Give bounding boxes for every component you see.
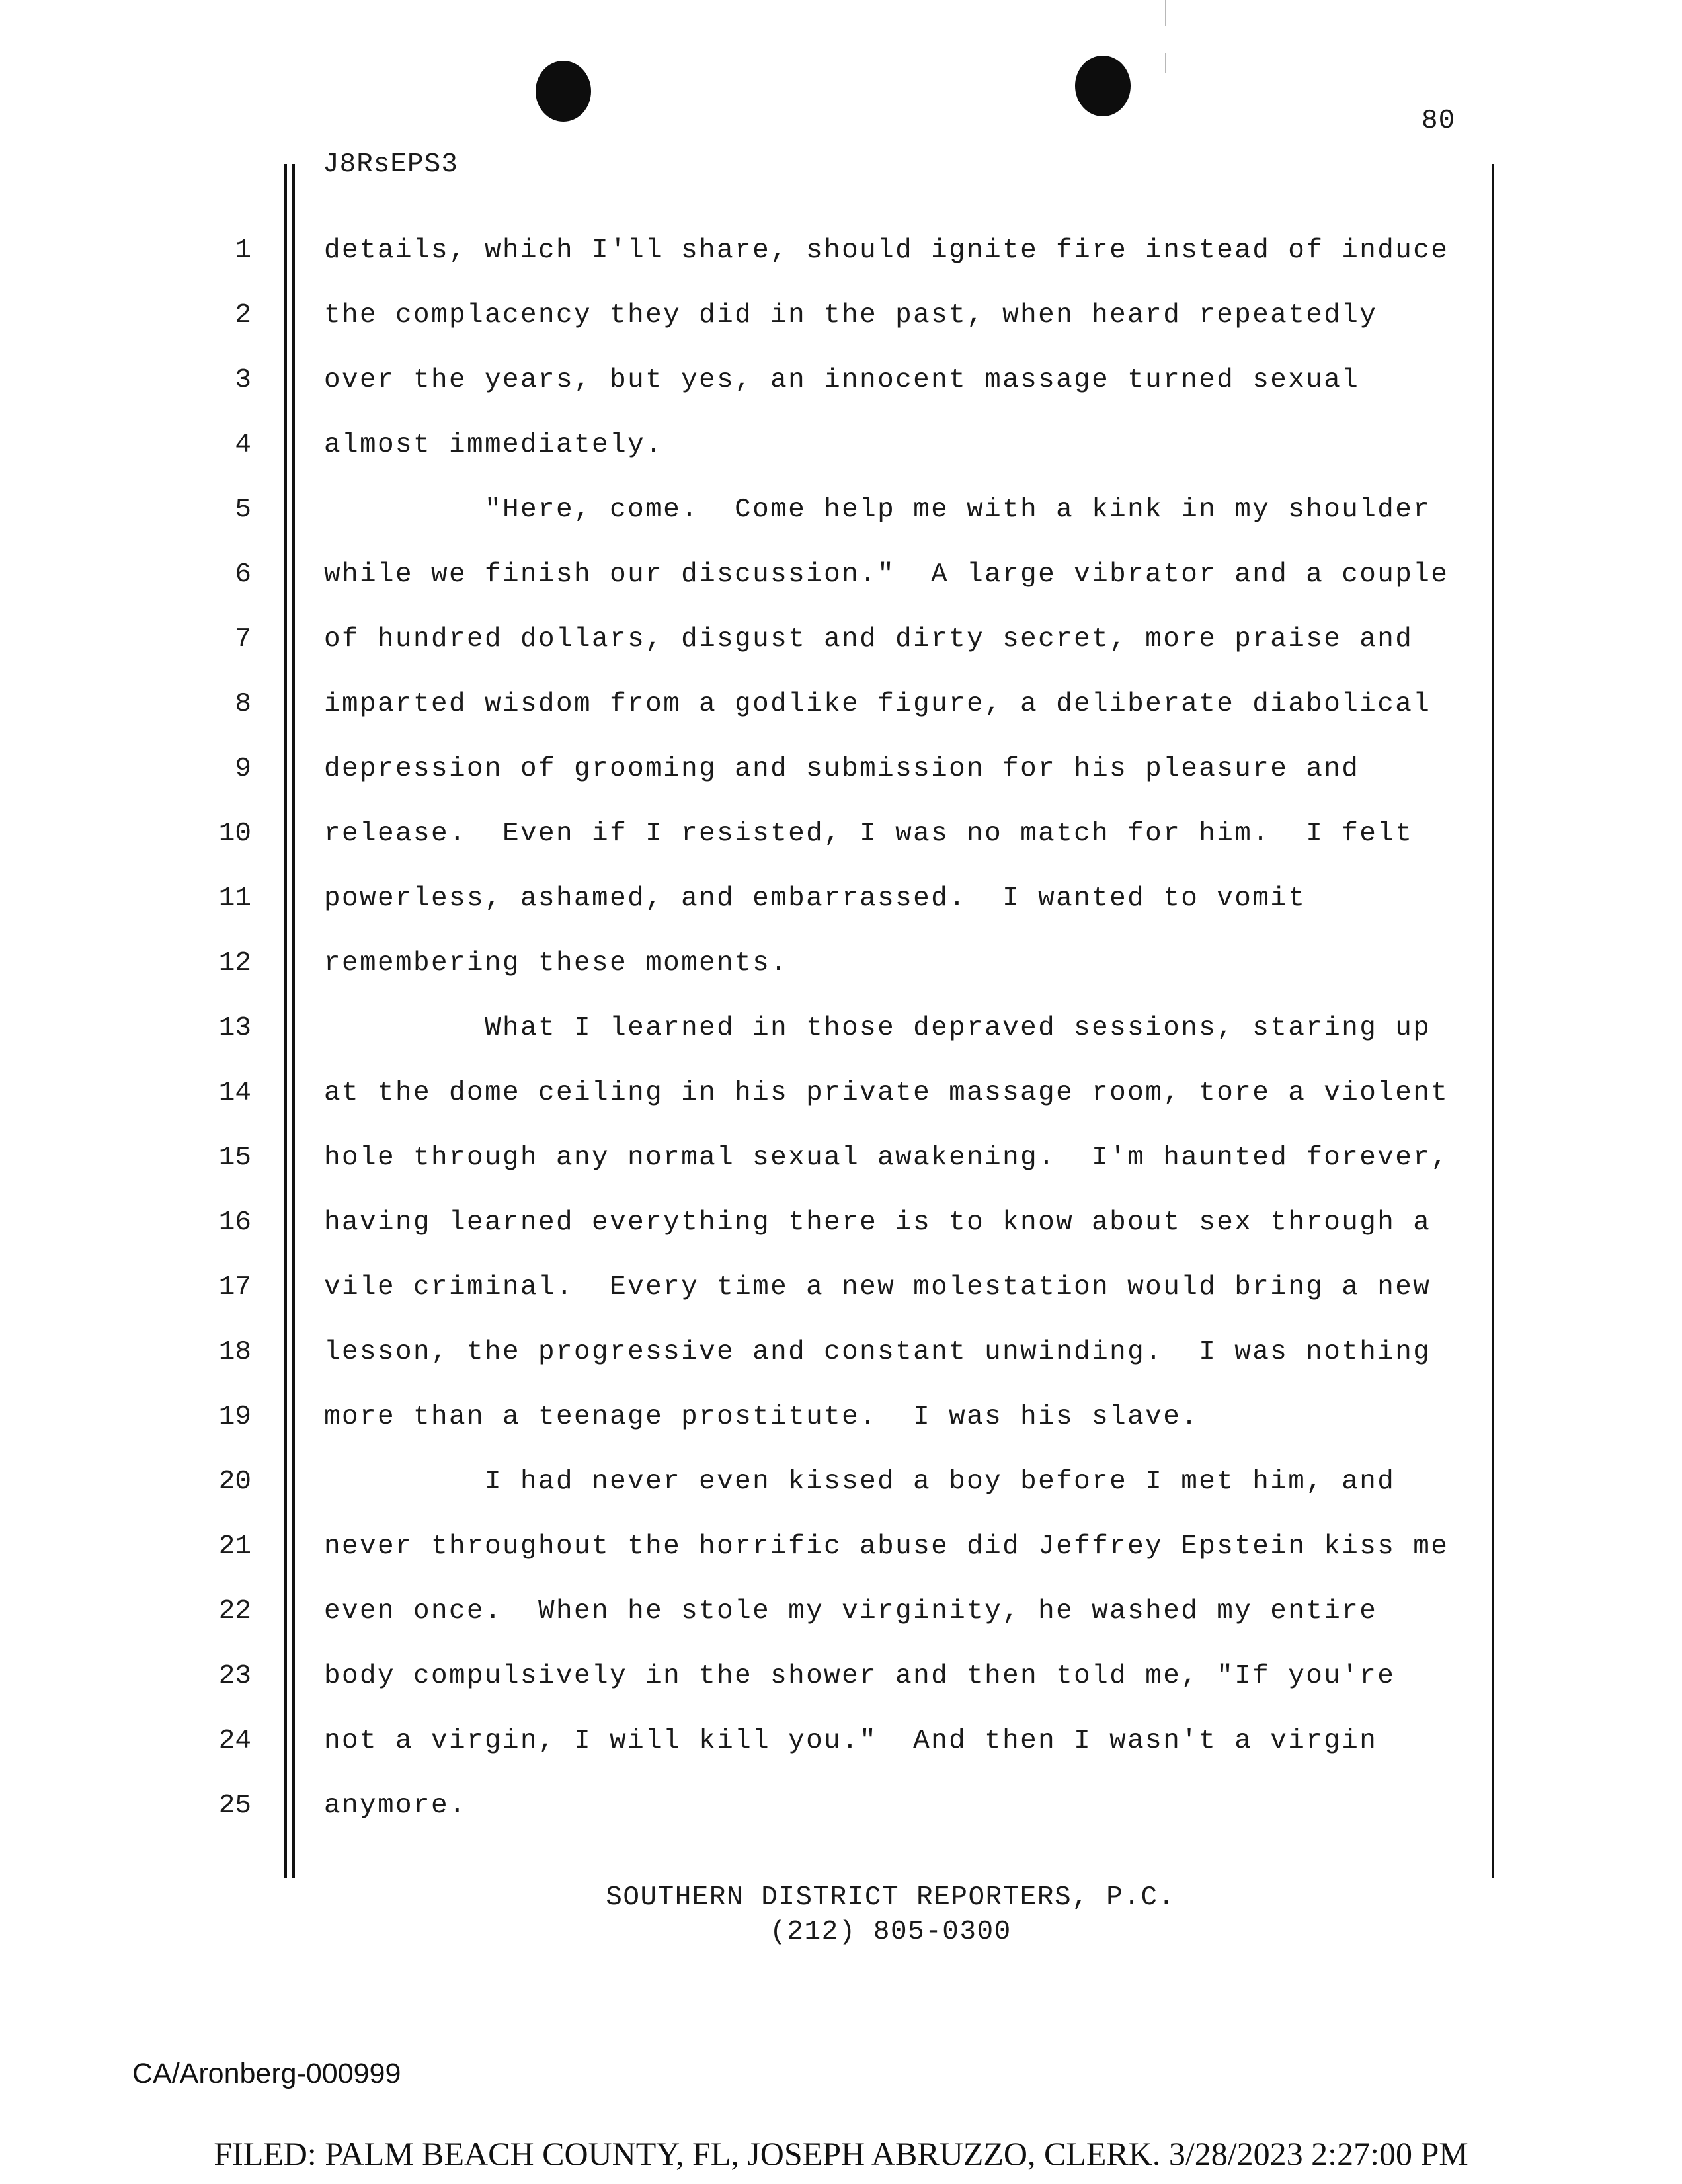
transcript-line <box>0 1272 1682 1337</box>
line-number: 12 <box>218 948 251 979</box>
transcript-body <box>0 235 1682 1855</box>
line-number: 5 <box>235 495 251 525</box>
transcript-line <box>0 300 1682 365</box>
line-number: 7 <box>235 624 251 655</box>
transcript-line <box>0 883 1682 948</box>
line-number: 25 <box>218 1791 251 1821</box>
line-number: 15 <box>218 1143 251 1173</box>
line-number: 11 <box>218 883 251 914</box>
transcript-line <box>0 1013 1682 1078</box>
line-text: powerless, ashamed, and embarrassed. I wanted to vomit <box>324 883 1306 914</box>
transcript-line <box>0 1402 1682 1467</box>
transcript-line <box>0 365 1682 430</box>
line-text: vile criminal. Every time a new molestation would bring a new <box>324 1272 1431 1303</box>
reporter-phone: (212) 805-0300 <box>770 1917 1012 1947</box>
transcript-line <box>0 1531 1682 1596</box>
line-number: 10 <box>218 819 251 849</box>
transcript-line <box>0 559 1682 624</box>
transcript-line <box>0 624 1682 689</box>
transcript-line <box>0 1207 1682 1272</box>
line-text: release. Even if I resisted, I was no match for him. I felt <box>324 819 1414 849</box>
line-text: while we finish our discussion." A large vibrator and a couple <box>324 559 1449 590</box>
line-number: 18 <box>218 1337 251 1367</box>
line-number: 22 <box>218 1596 251 1627</box>
transcript-line <box>0 1337 1682 1402</box>
line-number: 24 <box>218 1726 251 1756</box>
line-text: "Here, come. Come help me with a kink in my shoulder <box>324 495 1431 525</box>
reporter-footer <box>0 1881 1682 1949</box>
line-number: 8 <box>235 689 251 719</box>
line-text: remembering these moments. <box>324 948 789 979</box>
line-number: 2 <box>235 300 251 331</box>
line-text: lesson, the progressive and constant unwinding. I was nothing <box>324 1337 1431 1367</box>
line-number: 6 <box>235 559 251 590</box>
line-text: details, which I'll share, should ignite fire instead of induce <box>324 235 1449 266</box>
reporter-name: SOUTHERN DISTRICT REPORTERS, P.C. <box>606 1882 1176 1913</box>
line-text: the complacency they did in the past, when heard repeatedly <box>324 300 1378 331</box>
punch-hole-right <box>1075 56 1131 116</box>
transcript-line <box>0 689 1682 754</box>
punch-hole-left <box>536 61 591 122</box>
line-number: 9 <box>235 754 251 784</box>
line-number: 1 <box>235 235 251 266</box>
transcript-line <box>0 1078 1682 1143</box>
line-number: 14 <box>218 1078 251 1108</box>
line-text: depression of grooming and submission for his pleasure and <box>324 754 1360 784</box>
line-number: 17 <box>218 1272 251 1303</box>
transcript-line <box>0 495 1682 559</box>
filed-stamp: FILED: PALM BEACH COUNTY, FL, JOSEPH ABRUZZO, CLERK. 3/28/2023 2:27:00 PM <box>214 2135 1468 2172</box>
line-number: 23 <box>218 1661 251 1691</box>
line-number: 19 <box>218 1402 251 1432</box>
line-text: hole through any normal sexual awakening. I'm haunted forever, <box>324 1143 1449 1173</box>
transcript-line <box>0 1726 1682 1791</box>
line-number: 20 <box>218 1467 251 1497</box>
line-number: 4 <box>235 430 251 460</box>
line-number: 3 <box>235 365 251 395</box>
transcript-line <box>0 430 1682 495</box>
transcript-line <box>0 1467 1682 1531</box>
scan-mark <box>1165 53 1166 73</box>
page-number: 80 <box>1422 106 1456 136</box>
line-number: 16 <box>218 1207 251 1238</box>
line-text: never throughout the horrific abuse did Jeffrey Epstein kiss me <box>324 1531 1449 1562</box>
scan-mark <box>1165 0 1166 26</box>
line-text: of hundred dollars, disgust and dirty secret, more praise and <box>324 624 1414 655</box>
line-text: even once. When he stole my virginity, he washed my entire <box>324 1596 1378 1627</box>
transcript-line <box>0 235 1682 300</box>
transcript-line <box>0 948 1682 1013</box>
line-number: 21 <box>218 1531 251 1562</box>
case-code: J8RsEPS3 <box>323 149 458 180</box>
transcript-line <box>0 1791 1682 1855</box>
line-text: over the years, but yes, an innocent massage turned sexual <box>324 365 1360 395</box>
line-text: imparted wisdom from a godlike figure, a deliberate diabolical <box>324 689 1431 719</box>
line-text: body compulsively in the shower and then told me, "If you're <box>324 1661 1396 1691</box>
transcript-line <box>0 1661 1682 1726</box>
line-text: almost immediately. <box>324 430 664 460</box>
line-text: I had never even kissed a boy before I met him, and <box>324 1467 1396 1497</box>
line-text: not a virgin, I will kill you." And then I wasn't a virgin <box>324 1726 1378 1756</box>
line-text: having learned everything there is to know about sex through a <box>324 1207 1431 1238</box>
line-text: anymore. <box>324 1791 467 1821</box>
bates-number: CA/Aronberg-000999 <box>132 2058 401 2089</box>
transcript-line <box>0 1596 1682 1661</box>
line-text: at the dome ceiling in his private massage room, tore a violent <box>324 1078 1449 1108</box>
line-text: more than a teenage prostitute. I was his slave. <box>324 1402 1199 1432</box>
transcript-line <box>0 754 1682 819</box>
transcript-line <box>0 819 1682 883</box>
transcript-line <box>0 1143 1682 1207</box>
line-text: What I learned in those depraved sessions, staring up <box>324 1013 1431 1043</box>
line-number: 13 <box>218 1013 251 1043</box>
